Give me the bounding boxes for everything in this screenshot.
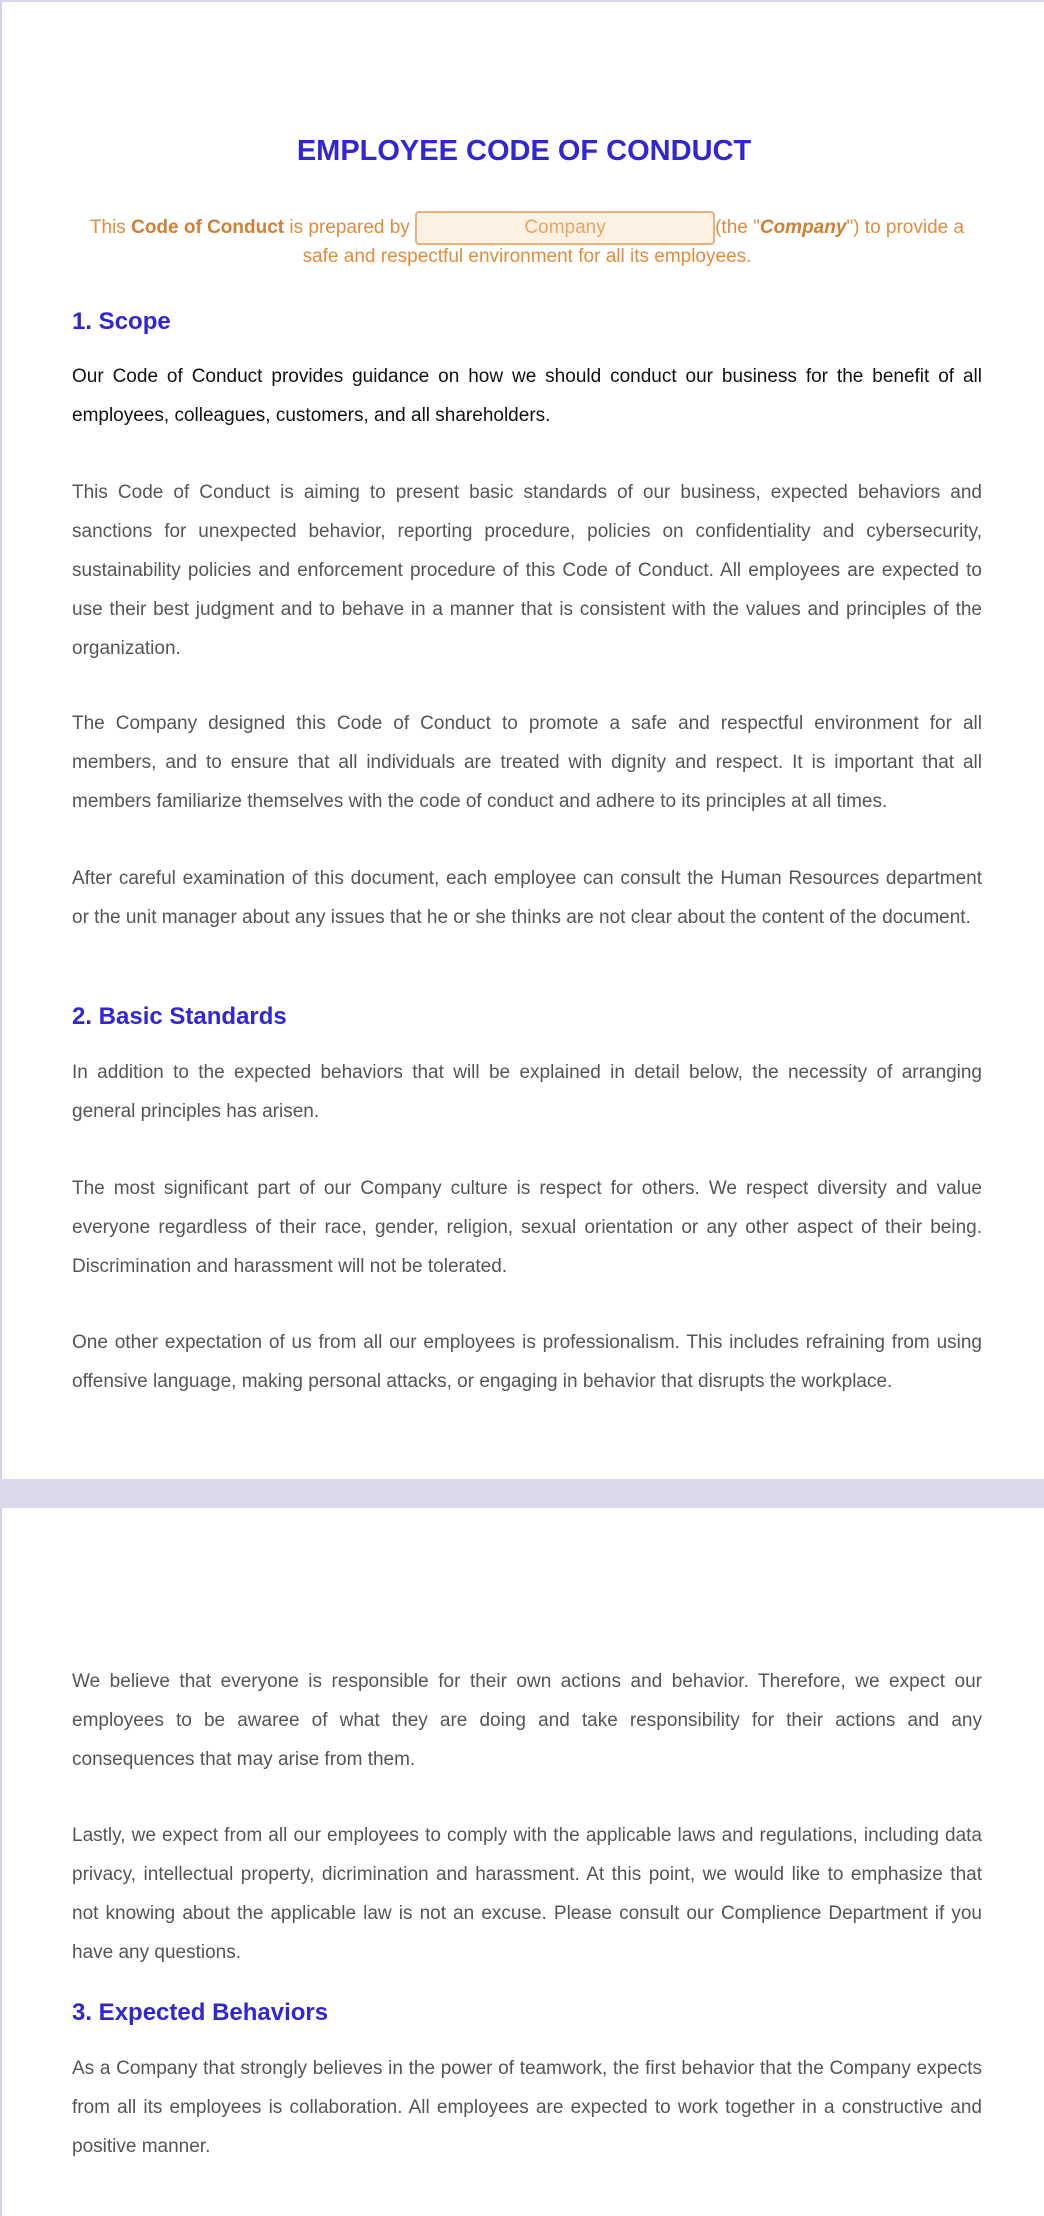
paragraph: After careful examination of this document, each employee can consult the Human Resources department or the unit manager about any issues that he or she thinks are not clear about the content of the document.: [72, 868, 982, 928]
code-of-conduct-term: Code of Conduct: [131, 217, 285, 238]
intro-statement: This Code of Conduct is prepared by Company (the "Company") to provide a safe and respectful environment for all its employees.: [72, 216, 982, 268]
company-name-field[interactable]: Company: [415, 211, 715, 245]
document-page-2: [0, 1508, 1044, 2216]
section-heading-expected-behaviors: 3. Expected Behaviors: [72, 1999, 329, 2026]
section-heading-basic-standards: 2. Basic Standards: [72, 1003, 287, 1030]
paragraph: Lastly, we expect from all our employees to comply with the applicable laws and regulations, including data privacy, intellectual property, dicrimination and harassment. At this point, we would like to emphasize that not knowing about the applicable law is not an excuse. Please consult our Complience Department if you have any questions.: [72, 1825, 982, 1963]
paragraph: The Company designed this Code of Conduct to promote a safe and respectful environment for all members, and to ensure that all individuals are treated with dignity and respect. It is important that all members familiarize themselves with the code of conduct and adhere to its principles at all times.: [72, 713, 982, 812]
section-heading-scope: 1. Scope: [72, 308, 171, 335]
company-term: Company: [759, 217, 847, 238]
paragraph: One other expectation of us from all our employees is professionalism. This includes refraining from using offensive language, making personal attacks, or engaging in behavior that disrupts the workplace.: [72, 1332, 982, 1392]
paragraph: We believe that everyone is responsible for their own actions and behavior. Therefore, we expect our employees to be awaree of what they are doing and take responsibility for their actions and any consequences that may arise from them.: [72, 1671, 982, 1770]
paragraph: This Code of Conduct is aiming to present basic standards of our business, expected behaviors and sanctions for unexpected behavior, reporting procedure, policies on confidentiality and cybersecurity, sustainability policies and enforcement procedure of this Code of Conduct. All employees are expected to use their best judgment and to behave in a manner that is consistent with the values and principles of the organization.: [72, 482, 982, 659]
paragraph: Our Code of Conduct provides guidance on how we should conduct our business for the benefit of all employees, colleagues, customers, and all shareholders.: [72, 366, 982, 426]
document-title: EMPLOYEE CODE OF CONDUCT: [296, 135, 752, 167]
paragraph: The most significant part of our Company culture is respect for others. We respect diversity and value everyone regardless of their race, gender, religion, sexual orientation or any other aspect of their being. Discrimination and harassment will not be tolerated.: [72, 1178, 982, 1277]
paragraph: In addition to the expected behaviors that will be explained in detail below, the necessity of arranging general principles has arisen.: [72, 1062, 982, 1122]
paragraph: As a Company that strongly believes in the power of teamwork, the first behavior that the Company expects from all its employees is collaboration. All employees are expected to work together in a constructive and positive manner.: [72, 2058, 982, 2157]
